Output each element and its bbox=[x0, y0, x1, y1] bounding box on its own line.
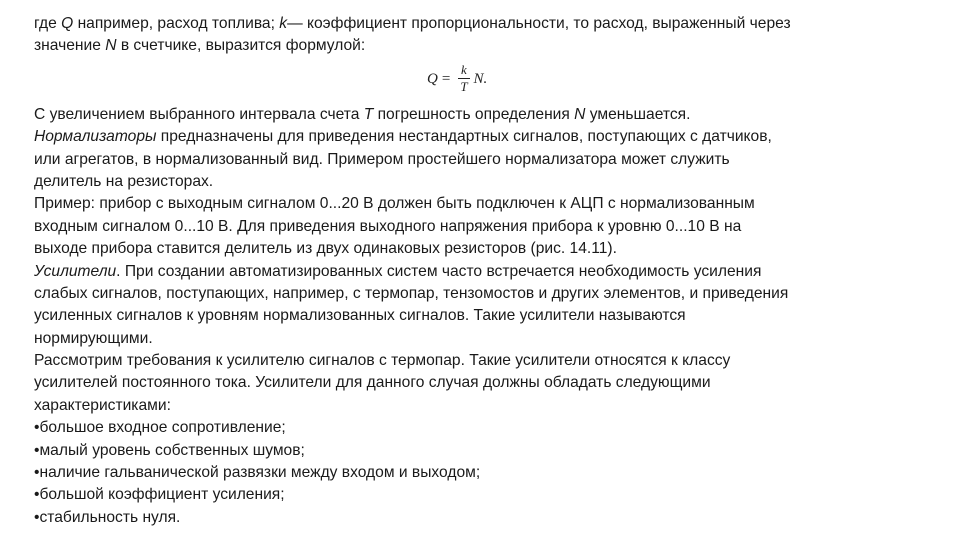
intro-line-1 bbox=[34, 13, 934, 35]
bullet-item: •большой коэффициент усиления; bbox=[34, 486, 285, 504]
example-line-2: входным сигналом 0...10 В. Для приведения выходного напряжения прибора к уровню 0...10 В на bbox=[34, 217, 742, 235]
variable-t: T bbox=[363, 105, 374, 123]
text-fragment: например, расход топлива; bbox=[73, 15, 280, 32]
slide-text-body bbox=[34, 13, 934, 529]
normalizers-line-2: или агрегатов, в нормализованный вид. Примером простейшего нормализатора может служить bbox=[34, 150, 730, 168]
text-fragment: в счетчике, выразится формулой: bbox=[116, 37, 366, 55]
requirements-line-1: Рассмотрим требования к усилителю сигналов с термопар. Такие усилители относятся к классу bbox=[34, 352, 731, 370]
normalizers-line-1 bbox=[34, 126, 934, 148]
amplifiers-line-1 bbox=[34, 261, 934, 283]
text-fragment: где bbox=[34, 15, 62, 32]
interval-line bbox=[34, 104, 934, 126]
text-fragment: значение bbox=[34, 37, 106, 55]
requirements-line-3: характеристиками: bbox=[34, 396, 171, 414]
example-line-3: выходе прибора ставится делитель из двух одинаковых резисторов (рис. 14.11). bbox=[34, 240, 617, 258]
normalizers-line-3: делитель на резисторах. bbox=[34, 172, 214, 190]
variable-k: k bbox=[279, 15, 288, 32]
formula-denominator: T bbox=[460, 79, 468, 95]
bullet-item: •стабильность нуля. bbox=[34, 508, 181, 526]
amplifiers-line-3: усиленных сигналов к уровням нормализованных сигналов. Такие усилители называются bbox=[34, 307, 686, 325]
text-fragment: уменьшается. bbox=[585, 105, 691, 123]
formula-rhs: N. bbox=[473, 70, 488, 87]
text-fragment: предназначены для приведения нестандартных сигналов, поступающих с датчиков, bbox=[156, 128, 772, 146]
bullet-item: •малый уровень собственных шумов; bbox=[34, 441, 305, 459]
amplifiers-line-2: слабых сигналов, поступающих, например, с термопар, тензомостов и других элементов, и приведения bbox=[34, 284, 789, 302]
amplifiers-line-4: нормирующими. bbox=[34, 329, 153, 347]
bullet-item: •большое входное сопротивление; bbox=[34, 419, 286, 437]
term-amplifiers: Усилители bbox=[34, 262, 117, 280]
formula-equals: = bbox=[441, 70, 451, 87]
formula-fraction bbox=[458, 63, 469, 94]
formula-lhs: Q bbox=[427, 70, 438, 87]
flow-rate-formula bbox=[427, 60, 487, 98]
variable-q: Q bbox=[61, 15, 74, 32]
intro-line-2 bbox=[34, 35, 934, 57]
term-normalizers: Нормализаторы bbox=[34, 128, 157, 146]
variable-n: N bbox=[574, 105, 586, 123]
variable-n: N bbox=[105, 37, 117, 55]
text-fragment: погрешность определения bbox=[373, 105, 575, 123]
text-fragment: — коэффициент пропорциональности, то расход, выраженный через bbox=[287, 15, 791, 32]
text-fragment: С увеличением выбранного интервала счета bbox=[34, 105, 364, 123]
requirements-line-2: усилителей постоянного тока. Усилители для данного случая должны обладать следующими bbox=[34, 374, 711, 392]
formula-row bbox=[34, 58, 934, 104]
formula-numerator: k bbox=[461, 62, 467, 78]
example-line-1: Пример: прибор с выходным сигналом 0...20 В должен быть подключен к АЦП с нормализованным bbox=[34, 195, 755, 213]
text-fragment: . При создании автоматизированных систем часто встречается необходимость усиления bbox=[116, 262, 762, 280]
bullet-item: •наличие гальванической развязки между входом и выходом; bbox=[34, 464, 481, 482]
